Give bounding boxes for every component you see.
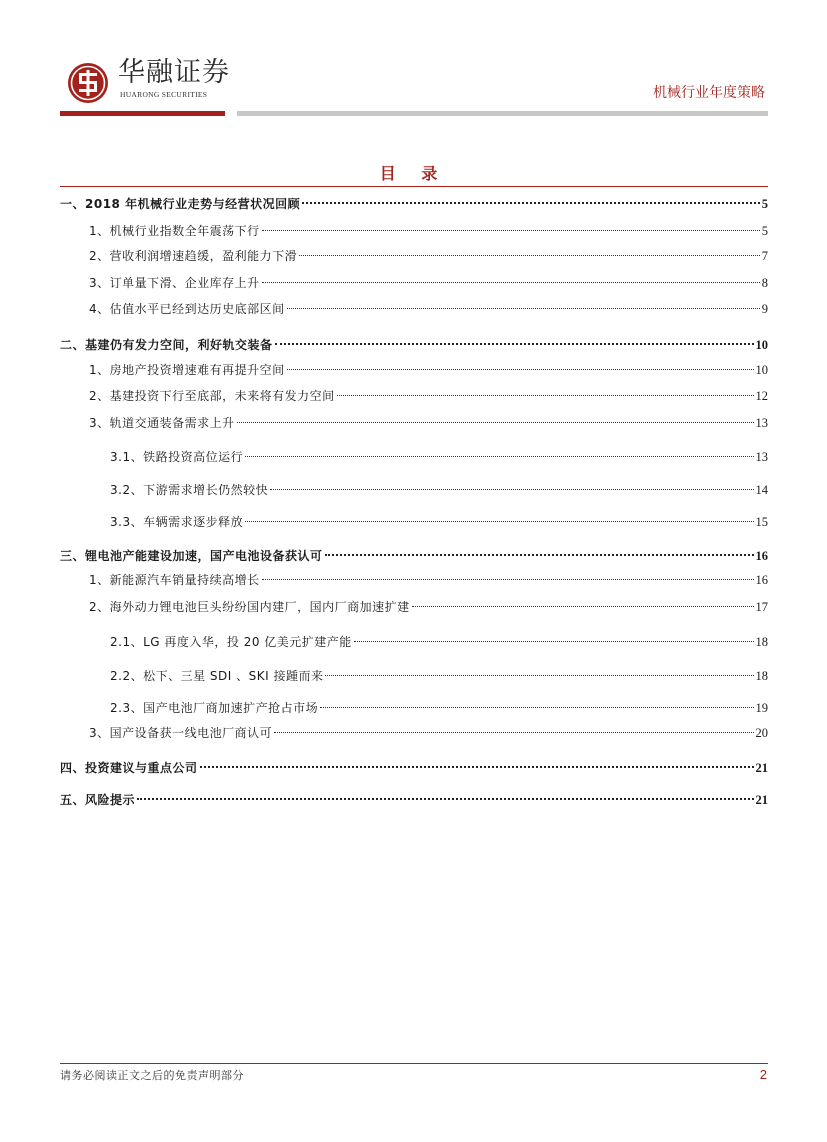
toc-leader-dots: [262, 230, 760, 231]
toc-title: 目 录: [379, 164, 448, 183]
toc-leader-dots: [137, 798, 753, 800]
toc-entry-page: 19: [755, 701, 768, 715]
toc-entry-title: 3.3、车辆需求逐步释放: [110, 515, 244, 529]
toc-entry[interactable]: [110, 512, 768, 532]
toc-entry-title: 3.2、下游需求增长仍然较快: [110, 483, 269, 497]
report-type-label: 机械行业年度策略: [653, 85, 765, 101]
toc-leader-dots: [354, 641, 754, 642]
toc-leader-dots: [245, 521, 753, 522]
toc-entry[interactable]: [89, 360, 768, 380]
toc-leader-dots: [237, 422, 754, 423]
toc-entry[interactable]: [60, 194, 768, 214]
toc-entry[interactable]: [60, 335, 768, 355]
disclaimer-note: 请务必阅读正文之后的免责声明部分: [60, 1069, 244, 1082]
toc-entry[interactable]: [89, 597, 768, 617]
toc-entry-page: 17: [755, 600, 768, 614]
toc-leader-dots: [325, 554, 754, 556]
toc-entry-page: 16: [755, 549, 768, 563]
toc-entry-title: 2、海外动力锂电池巨头纷纷国内建厂，国内厂商加速扩建: [89, 600, 410, 614]
toc-entry-page: 20: [755, 726, 768, 740]
toc-entry-title: 1、新能源汽车销量持续高增长: [89, 573, 260, 587]
toc-entry[interactable]: [110, 480, 768, 500]
toc-entry-title: 3.1、铁路投资高位运行: [110, 450, 244, 464]
toc-entry-page: 18: [755, 635, 768, 649]
toc-entry-page: 14: [755, 483, 768, 497]
toc-leader-dots: [337, 395, 754, 396]
toc-leader-dots: [245, 456, 753, 457]
toc-entry[interactable]: [89, 221, 768, 241]
toc-entry-title: 1、房地产投资增速难有再提升空间: [89, 363, 285, 377]
toc-entry-title: 2.1、LG 再度入华，投 20 亿美元扩建产能: [110, 635, 352, 649]
toc-entry-page: 9: [761, 302, 768, 316]
toc-entry[interactable]: [89, 246, 768, 266]
toc-entry-title: 2.2、松下、三星 SDI 、SKI 接踵而来: [110, 669, 324, 683]
toc-entry-page: 7: [761, 249, 768, 263]
toc-entry-page: 15: [755, 515, 768, 529]
toc-entry[interactable]: [110, 447, 768, 467]
toc-leader-dots: [262, 282, 760, 283]
toc-entry-title: 4、估值水平已经到达历史底部区间: [89, 302, 285, 316]
toc-entry-title: 一、2018 年机械行业走势与经营状况回顾: [60, 197, 301, 211]
toc-entry[interactable]: [89, 386, 768, 406]
toc-leader-dots: [320, 707, 753, 708]
toc-entry-title: 1、机械行业指数全年震荡下行: [89, 224, 260, 238]
toc-leader-dots: [412, 606, 754, 607]
footer-rule: [60, 1063, 768, 1064]
toc-entry[interactable]: [89, 299, 768, 319]
page-number: 2: [759, 1067, 767, 1082]
toc-entry[interactable]: [110, 632, 768, 652]
toc-entry-page: 5: [761, 224, 768, 238]
toc-entry-title: 2、营收利润增速趋缓，盈利能力下滑: [89, 249, 298, 263]
toc-entry-page: 21: [755, 793, 768, 807]
toc-entry-page: 10: [755, 338, 768, 352]
toc-leader-dots: [262, 579, 754, 580]
toc-entry-page: 16: [755, 573, 768, 587]
toc-entry[interactable]: [110, 666, 768, 686]
toc-entry-title: 2、基建投资下行至底部，未来将有发力空间: [89, 389, 335, 403]
toc-leader-dots: [287, 308, 760, 309]
toc-leader-dots: [287, 369, 754, 370]
toc-entry[interactable]: [89, 413, 768, 433]
toc-entry[interactable]: [110, 698, 768, 718]
toc-entry-title: 2.3、国产电池厂商加速扩产抢占市场: [110, 701, 319, 715]
toc-entry-title: 3、轨道交通装备需求上升: [89, 416, 235, 430]
toc-entry[interactable]: [60, 790, 768, 810]
toc-entry-page: 18: [755, 669, 768, 683]
toc-leader-dots: [200, 766, 754, 768]
toc-leader-dots: [302, 202, 760, 204]
toc-leader-dots: [325, 675, 753, 676]
toc-entry[interactable]: [89, 273, 768, 293]
toc-entry[interactable]: [89, 570, 768, 590]
toc-entry-title: 三、锂电池产能建设加速，国产电池设备获认可: [60, 549, 323, 563]
toc-entry-page: 8: [761, 276, 768, 290]
toc-leader-dots: [270, 489, 753, 490]
toc-leader-dots: [275, 343, 754, 345]
toc-entry[interactable]: [60, 546, 768, 566]
toc-entry-title: 五、风险提示: [60, 793, 136, 807]
brand-name-en: HUARONG SECURITIES: [120, 90, 208, 99]
toc-leader-dots: [299, 255, 760, 256]
toc-entry[interactable]: [89, 723, 768, 743]
brand-name-cn: 华融证券: [118, 57, 230, 88]
toc-entry-title: 二、基建仍有发力空间，利好轨交装备: [60, 338, 273, 352]
toc-entry-page: 5: [761, 197, 768, 211]
toc-entry-page: 13: [755, 416, 768, 430]
toc-entry-title: 3、国产设备获一线电池厂商认可: [89, 726, 273, 740]
toc-entry-page: 21: [755, 761, 768, 775]
toc-entry-page: 13: [755, 450, 768, 464]
toc-entry-page: 10: [755, 363, 768, 377]
toc-leader-dots: [274, 732, 753, 733]
toc-entry-title: 四、投资建议与重点公司: [60, 761, 198, 775]
toc-entry[interactable]: [60, 758, 768, 778]
toc-entry-page: 12: [755, 389, 768, 403]
toc-entry-title: 3、订单量下滑、企业库存上升: [89, 276, 260, 290]
